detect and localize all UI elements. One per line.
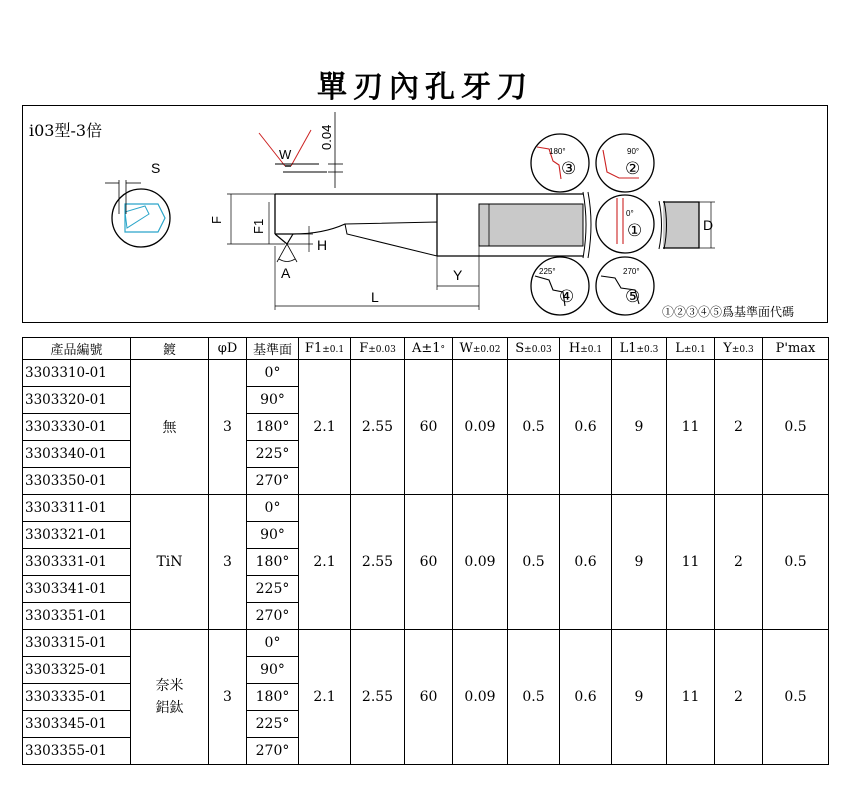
table-cell: 0.6 bbox=[560, 360, 612, 495]
label-y: Y bbox=[453, 267, 463, 283]
label-h: H bbox=[317, 237, 328, 253]
label-w: W bbox=[279, 147, 292, 162]
column-header: A±1° bbox=[405, 338, 453, 360]
column-header: P'max bbox=[763, 338, 829, 360]
column-header: F1±0.1 bbox=[299, 338, 351, 360]
table-cell: 270° bbox=[247, 603, 299, 630]
model-label: i03型-3倍 bbox=[29, 121, 103, 140]
table-cell: 225° bbox=[247, 576, 299, 603]
table-cell: 225° bbox=[247, 711, 299, 738]
table-cell: 3303341-01 bbox=[23, 576, 131, 603]
table-cell: 0.5 bbox=[763, 495, 829, 630]
table-cell: 0.6 bbox=[560, 630, 612, 765]
table-cell: 90° bbox=[247, 522, 299, 549]
table-cell: 0° bbox=[247, 360, 299, 387]
column-header: W±0.02 bbox=[453, 338, 508, 360]
table-cell: 9 bbox=[612, 360, 667, 495]
table-cell: 11 bbox=[667, 630, 715, 765]
shank-band bbox=[479, 204, 583, 246]
table-cell: 60 bbox=[405, 495, 453, 630]
table-cell: 0.5 bbox=[508, 495, 560, 630]
table-cell: 3303351-01 bbox=[23, 603, 131, 630]
label-f1: F1 bbox=[251, 218, 266, 234]
table-cell: 90° bbox=[247, 657, 299, 684]
table-cell: 180° bbox=[247, 414, 299, 441]
table-cell: 0° bbox=[247, 495, 299, 522]
table-cell: 11 bbox=[667, 495, 715, 630]
table-cell: 9 bbox=[612, 630, 667, 765]
table-cell: 2.1 bbox=[299, 360, 351, 495]
table-cell: 90° bbox=[247, 387, 299, 414]
table-cell: 270° bbox=[247, 738, 299, 765]
table-cell: 225° bbox=[247, 441, 299, 468]
table-cell: 0.6 bbox=[560, 495, 612, 630]
table-cell: 3303325-01 bbox=[23, 657, 131, 684]
table-cell: 3303311-01 bbox=[23, 495, 131, 522]
coating-cell: 無 bbox=[131, 360, 209, 495]
column-header: L1±0.3 bbox=[612, 338, 667, 360]
table-cell: 3303335-01 bbox=[23, 684, 131, 711]
ref-circle-180 bbox=[531, 134, 589, 192]
table-cell: 2.55 bbox=[351, 360, 405, 495]
svg-text:②: ② bbox=[625, 159, 641, 178]
tool-drawing bbox=[23, 106, 829, 324]
table-cell: 2.55 bbox=[351, 630, 405, 765]
table-row bbox=[23, 630, 829, 657]
table-cell: 0.09 bbox=[453, 630, 508, 765]
svg-text:180°: 180° bbox=[549, 147, 566, 156]
column-header: Y±0.3 bbox=[715, 338, 763, 360]
label-l: L bbox=[371, 289, 379, 305]
svg-text:③: ③ bbox=[561, 159, 577, 178]
column-header: 產品編號 bbox=[23, 338, 131, 360]
table-cell: 180° bbox=[247, 549, 299, 576]
table-cell: 0.09 bbox=[453, 360, 508, 495]
table-cell: 60 bbox=[405, 360, 453, 495]
table-cell: 3303330-01 bbox=[23, 414, 131, 441]
table-cell: 2 bbox=[715, 360, 763, 495]
coating-cell: TiN bbox=[131, 495, 209, 630]
table-cell: 9 bbox=[612, 495, 667, 630]
column-header: L±0.1 bbox=[667, 338, 715, 360]
label-a: A bbox=[281, 265, 291, 281]
table-cell: 0.5 bbox=[763, 360, 829, 495]
table-cell: 270° bbox=[247, 468, 299, 495]
svg-text:90°: 90° bbox=[627, 147, 640, 156]
page-title: 單刃內孔牙刀 bbox=[317, 70, 533, 105]
ref-circle-270 bbox=[596, 257, 654, 315]
table-cell: 2.1 bbox=[299, 630, 351, 765]
table-cell: 2 bbox=[715, 495, 763, 630]
end-view-profile bbox=[125, 204, 165, 232]
end-view bbox=[105, 160, 170, 247]
table-cell: 0.09 bbox=[453, 495, 508, 630]
shank-section bbox=[659, 201, 715, 249]
table-cell: 2 bbox=[715, 630, 763, 765]
label-004: 0.04 bbox=[319, 124, 334, 150]
ref-circle-225 bbox=[531, 257, 589, 315]
table-cell: 0.5 bbox=[763, 630, 829, 765]
label-f: F bbox=[209, 216, 224, 224]
column-header: H±0.1 bbox=[560, 338, 612, 360]
table-cell: 0.5 bbox=[508, 360, 560, 495]
table-row bbox=[23, 360, 829, 387]
svg-text:①: ① bbox=[627, 221, 643, 240]
column-header: 基準面 bbox=[247, 338, 299, 360]
table-cell: 60 bbox=[405, 630, 453, 765]
table-cell: 3303331-01 bbox=[23, 549, 131, 576]
svg-text:270°: 270° bbox=[623, 267, 640, 276]
table-cell: 3 bbox=[209, 630, 247, 765]
svg-text:⑤: ⑤ bbox=[625, 287, 641, 306]
table-cell: 3303310-01 bbox=[23, 360, 131, 387]
table-cell: 3303345-01 bbox=[23, 711, 131, 738]
table-cell: 2.1 bbox=[299, 495, 351, 630]
column-header: S±0.03 bbox=[508, 338, 560, 360]
svg-text:④: ④ bbox=[559, 287, 575, 306]
legend-text: ①②③④⑤爲基準面代碼 bbox=[662, 305, 795, 319]
table-cell: 3303321-01 bbox=[23, 522, 131, 549]
table-cell: 3303340-01 bbox=[23, 441, 131, 468]
svg-text:225°: 225° bbox=[539, 267, 556, 276]
table-cell: 3303350-01 bbox=[23, 468, 131, 495]
svg-text:0°: 0° bbox=[626, 209, 634, 218]
table-cell: 0.5 bbox=[508, 630, 560, 765]
column-header: φD bbox=[209, 338, 247, 360]
column-header: 鍍 bbox=[131, 338, 209, 360]
table-cell: 3303355-01 bbox=[23, 738, 131, 765]
table-cell: 3 bbox=[209, 495, 247, 630]
table-cell: 3303320-01 bbox=[23, 387, 131, 414]
coating-cell: 奈米鋁鈦 bbox=[131, 630, 209, 765]
table-row bbox=[23, 495, 829, 522]
ref-circle-90 bbox=[596, 134, 654, 192]
table-cell: 11 bbox=[667, 360, 715, 495]
tool-diagram bbox=[22, 105, 828, 323]
table-cell: 0° bbox=[247, 630, 299, 657]
w-detail bbox=[259, 112, 343, 188]
table-header-row bbox=[23, 338, 829, 360]
side-view bbox=[209, 192, 591, 310]
table-cell: 180° bbox=[247, 684, 299, 711]
column-header: F±0.03 bbox=[351, 338, 405, 360]
table-cell: 3 bbox=[209, 360, 247, 495]
label-d: D bbox=[703, 217, 714, 233]
table-cell: 3303315-01 bbox=[23, 630, 131, 657]
spec-table bbox=[22, 337, 829, 765]
ref-circle-0 bbox=[596, 195, 654, 253]
label-s: S bbox=[151, 160, 161, 176]
table-cell: 2.55 bbox=[351, 495, 405, 630]
